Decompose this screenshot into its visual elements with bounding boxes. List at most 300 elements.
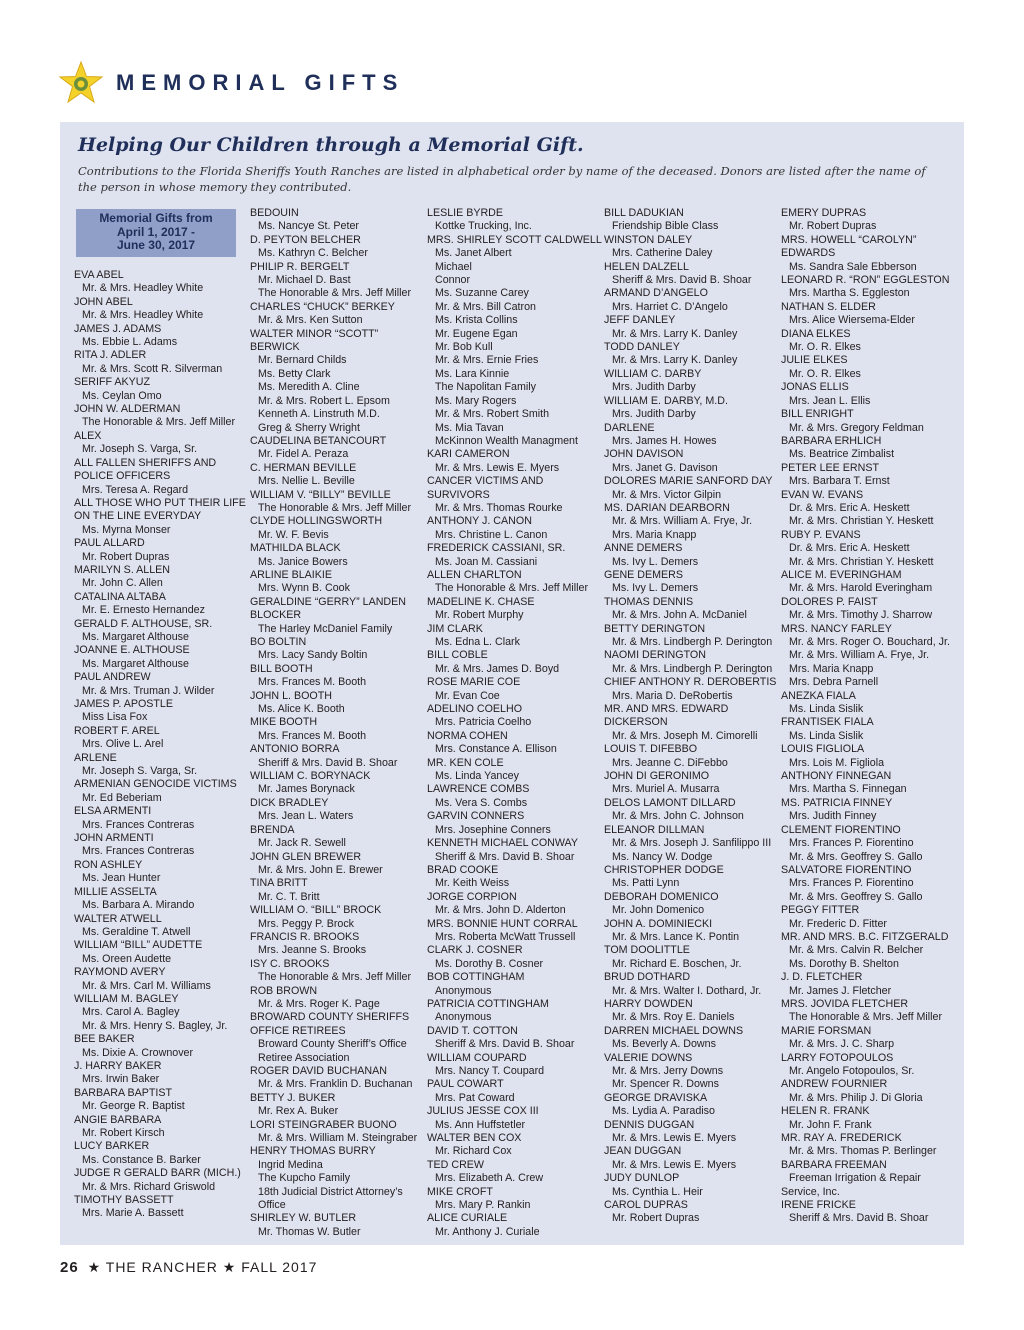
- donor-name: Mr. & Mrs. Lewis E. Myers: [612, 1158, 737, 1171]
- honoree-name: MR. AND MRS. B.C. FITZGERALD: [781, 930, 949, 943]
- honoree-name: C. HERMAN BEVILLE: [250, 461, 357, 474]
- donor-name: Mr. Jack R. Sewell: [258, 837, 346, 850]
- donor-name: Mr. & Mrs. Henry S. Bagley, Jr.: [82, 1019, 228, 1032]
- donor-name: Mr. & Mrs. Headley White: [82, 309, 204, 322]
- honoree-name: JONAS ELLIS: [781, 381, 849, 394]
- memorial-column-4: [604, 207, 776, 1226]
- honoree-name: JOHN DI GERONIMO: [604, 770, 710, 783]
- honoree-name: DOLORES MARIE SANFORD DAY: [604, 475, 773, 488]
- donor-name: Mr. Angelo Fotopoulos, Sr.: [789, 1065, 915, 1077]
- donor-name: Mr. & Mrs. Lewis E. Myers: [612, 1132, 737, 1145]
- memorial-panel: [60, 122, 964, 1245]
- honoree-name: GEORGE DRAVISKA: [604, 1091, 708, 1104]
- donor-name: Mr. & Mrs. Timothy J. Sharrow: [789, 609, 933, 622]
- honoree-name: J. D. FLETCHER: [781, 971, 863, 984]
- honoree-name: PAUL ANDREW: [74, 671, 151, 684]
- donor-name: Mr. Richard E. Boschen, Jr.: [612, 957, 742, 970]
- honoree-name: ALEX: [74, 429, 102, 442]
- honoree-name: MATHILDA BLACK: [250, 542, 341, 555]
- honoree-name: DICK BRADLEY: [250, 796, 329, 809]
- donor-name: Ms. Constance B. Barker: [82, 1153, 201, 1166]
- honoree-name: SERIFF AKYUZ: [74, 376, 151, 389]
- donor-name: Mrs. Muriel A. Musarra: [612, 783, 720, 796]
- donor-name: Mr. & Mrs. Headley White: [82, 282, 204, 295]
- honoree-name: BOB COTTINGHAM: [427, 971, 525, 984]
- honoree-name: WALTER ATWELL: [74, 912, 162, 925]
- honoree-name: WILLIAM “BILL” AUDETTE: [74, 939, 203, 952]
- honoree-name: ROSE MARIE COE: [427, 676, 521, 689]
- donor-name: Mr. & Mrs. Roy E. Daniels: [612, 1011, 735, 1024]
- donor-name: Greg & Sherry Wright: [258, 421, 360, 434]
- donor-name: Mr. Robert Kirsch: [82, 1127, 165, 1139]
- honoree-name: JULIE ELKES: [781, 354, 848, 367]
- donor-name: Dr. & Mrs. Eric A. Heskett: [789, 542, 910, 555]
- honoree-name: KARI CAMERON: [427, 448, 510, 461]
- honoree-name: EVAN W. EVANS: [781, 488, 864, 501]
- donor-name: Mrs. Frances M. Booth: [258, 676, 367, 689]
- donor-name: Mr. George R. Baptist: [82, 1100, 185, 1113]
- donor-name: The Honorable & Mrs. Jeff Miller: [82, 416, 236, 429]
- page-footer: [60, 1259, 317, 1276]
- honoree-name: BRAD COOKE: [427, 863, 499, 876]
- donor-name: Mr. John F. Frank: [789, 1118, 872, 1131]
- donor-name: Ms. Joan M. Cassiani: [435, 555, 538, 568]
- honoree-name: RAYMOND AVERY: [74, 966, 166, 979]
- donor-name: Mr. & Mrs. Richard Griswold: [82, 1180, 216, 1193]
- donor-name: Mrs. Alice Wiersema-Elder: [789, 314, 915, 327]
- donor-name: Mr. & Mrs. Ken Sutton: [258, 314, 363, 327]
- honoree-name: HARRY DOWDEN: [604, 997, 693, 1010]
- donor-name: The Honorable & Mrs. Jeff Miller: [789, 1011, 943, 1024]
- honoree-name: MRS. BONNIE HUNT CORRAL: [427, 917, 578, 930]
- donor-name: Mr. & Mrs. Harold Everingham: [789, 582, 933, 595]
- honoree-name: ISY C. BROOKS: [250, 957, 330, 970]
- donor-name: Mr. Robert Dupras: [612, 1212, 700, 1225]
- honoree-name: NAOMI DERINGTON: [604, 649, 706, 662]
- donor-name: Mr. & Mrs. Lindbergh P. Derington: [612, 662, 773, 675]
- honoree-name: OFFICE RETIREES: [250, 1024, 346, 1037]
- donor-name: Ms. Dixie A. Crownover: [82, 1046, 194, 1059]
- donor-name: Mrs. Mary P. Rankin: [435, 1199, 531, 1212]
- honoree-name: ALICE M. EVERINGHAM: [781, 568, 902, 581]
- page-number: 26: [60, 1259, 79, 1276]
- publication-info: ★ THE RANCHER ★ FALL 2017: [87, 1259, 318, 1275]
- honoree-name: DELOS LAMONT DILLARD: [604, 796, 736, 809]
- honoree-name: NORMA COHEN: [427, 729, 508, 742]
- donor-name: Retiree Association: [258, 1051, 350, 1064]
- donor-name: Mr. & Mrs. Larry K. Danley: [612, 327, 738, 340]
- donor-name: Mrs. Nancy T. Coupard: [435, 1065, 545, 1077]
- honoree-name: BLOCKER: [250, 609, 302, 622]
- memorial-column-5: [781, 207, 950, 1226]
- donor-name: Mr. & Mrs. Robert L. Epsom: [258, 394, 390, 407]
- donor-name: McKinnon Wealth Managment: [435, 434, 578, 447]
- honoree-name: TOM DOOLITTLE: [604, 944, 690, 957]
- honoree-name: LOUIS FIGLIOLA: [781, 743, 865, 756]
- donor-name: 18th Judicial District Attorney’s: [258, 1185, 403, 1198]
- honoree-name: ANNE DEMERS: [604, 542, 683, 555]
- donor-name: Mr. Ed Beberiam: [82, 791, 162, 804]
- donor-name: Mrs. Constance A. Ellison: [435, 743, 557, 756]
- honoree-name: MRS. SHIRLEY SCOTT CALDWELL: [427, 233, 602, 246]
- honoree-name: BARBARA BAPTIST: [74, 1086, 172, 1099]
- honoree-name: MIKE CROFT: [427, 1185, 493, 1198]
- donor-name: Ms. Ceylan Omo: [82, 389, 162, 402]
- donor-name: The Honorable & Mrs. Jeff Miller: [435, 582, 589, 595]
- donor-name: Ms. Kathryn C. Belcher: [258, 247, 368, 260]
- honoree-name: CAROL DUPRAS: [604, 1199, 688, 1212]
- honoree-name: LORI STEINGRABER BUONO: [250, 1118, 397, 1131]
- donor-name: Anonymous: [435, 984, 492, 997]
- donor-name: Mrs. Barbara T. Ernst: [789, 475, 890, 488]
- donor-name: Mr. Evan Coe: [435, 689, 500, 702]
- donor-name: Ms. Patti Lynn: [612, 877, 680, 890]
- honoree-name: WILLIAM O. “BILL” BROCK: [250, 904, 382, 917]
- donor-name: Ms. Mary Rogers: [435, 394, 517, 407]
- donor-name: Mr. John C. Allen: [82, 577, 163, 590]
- honoree-name: CATALINA ALTABA: [74, 590, 166, 603]
- honoree-name: IRENE FRICKE: [781, 1199, 856, 1212]
- honoree-name: BERWICK: [250, 341, 300, 354]
- donor-name: Mr. C. T. Britt: [258, 890, 320, 903]
- donor-name: Mr. Joseph S. Varga, Sr.: [82, 443, 198, 456]
- donor-name: Mr. & Mrs. Geoffrey S. Gallo: [789, 850, 923, 863]
- donor-name: Ms. Lydia A. Paradiso: [612, 1105, 715, 1118]
- honoree-name: JOHN W. ALDERMAN: [74, 403, 181, 416]
- donor-name: Mr. Bernard Childs: [258, 354, 347, 367]
- donor-name: Sheriff & Mrs. David B. Shoar: [435, 1038, 575, 1051]
- donor-name: Mr. & Mrs. Carl M. Williams: [82, 979, 211, 992]
- donor-name: Mrs. Josephine Conners: [435, 823, 551, 836]
- donor-name: Mr. Thomas W. Butler: [258, 1225, 361, 1238]
- donor-name: Mr. Frederic D. Fitter: [789, 917, 887, 930]
- donor-name: Mrs. Pat Coward: [435, 1091, 515, 1104]
- honoree-name: JAMES J. ADAMS: [74, 322, 162, 335]
- honoree-name: DOLORES P. FAIST: [781, 595, 878, 608]
- donor-name: Mr. & Mrs. John D. Alderton: [435, 904, 566, 917]
- donor-name: Mr. & Mrs. Roger K. Page: [258, 997, 380, 1010]
- honoree-name: CAUDELINA BETANCOURT: [250, 434, 387, 447]
- donor-name: Mr. & Mrs. Robert Smith: [435, 408, 550, 421]
- honoree-name: JOHN GLEN BREWER: [250, 850, 362, 863]
- honoree-name: BRUD DOTHARD: [604, 971, 691, 984]
- donor-name: Freeman Irrigation & Repair: [789, 1172, 921, 1185]
- donor-name: Ms. Krista Collins: [435, 314, 518, 327]
- honoree-name: DEBORAH DOMENICO: [604, 890, 719, 903]
- honoree-name: MR. AND MRS. EDWARD: [604, 703, 729, 716]
- page-title: MEMORIAL GIFTS: [116, 70, 405, 95]
- honoree-name: JOHN ABEL: [74, 295, 133, 308]
- honoree-name: ROGER DAVID BUCHANAN: [250, 1065, 387, 1077]
- honoree-name: CHRISTOPHER DODGE: [604, 863, 724, 876]
- date-range-box: [76, 209, 236, 257]
- donor-name: Ms. Ivy L. Demers: [612, 555, 699, 568]
- donor-name: Mr. & Mrs. William A. Frye, Jr.: [612, 515, 753, 528]
- donor-name: Ms. Margaret Althouse: [82, 657, 189, 670]
- honoree-name: BILL COBLE: [427, 649, 488, 662]
- honoree-name: ANGIE BARBARA: [74, 1113, 162, 1126]
- donor-name: Mr. Anthony J. Curiale: [435, 1225, 540, 1238]
- donor-name: Mr. & Mrs. Victor Gilpin: [612, 488, 722, 501]
- honoree-name: BROWARD COUNTY SHERIFFS: [250, 1011, 410, 1024]
- honoree-name: BILL BOOTH: [250, 662, 313, 675]
- donor-name: Mrs. Carol A. Bagley: [82, 1006, 180, 1019]
- honoree-name: ANTHONY J. CANON: [427, 515, 532, 528]
- donor-name: Mrs. Teresa A. Regard: [82, 483, 189, 496]
- honoree-name: ALICE CURIALE: [427, 1212, 508, 1225]
- donor-name: Mrs. Debra Parnell: [789, 676, 879, 689]
- donor-name: Ms. Suzanne Carey: [435, 287, 529, 300]
- honoree-name: MILLIE ASSELTA: [74, 885, 157, 898]
- honoree-name: BO BOLTIN: [250, 636, 307, 648]
- honoree-name: SURVIVORS: [427, 488, 490, 501]
- honoree-name: JOHN A. DOMINIECKI: [604, 917, 713, 930]
- donor-name: Mr. & Mrs. Thomas P. Berlinger: [789, 1145, 937, 1158]
- donor-name: Mrs. Maria D. DeRobertis: [612, 689, 733, 702]
- honoree-name: TODD DANLEY: [604, 341, 680, 354]
- donor-name: Mr. & Mrs. John C. Johnson: [612, 810, 744, 823]
- honoree-name: WALTER BEN COX: [427, 1132, 522, 1145]
- honoree-name: ELSA ARMENTI: [74, 805, 152, 818]
- donor-name: Mr. & Mrs. John A. McDaniel: [612, 609, 747, 622]
- honoree-name: JEFF DANLEY: [604, 314, 676, 327]
- honoree-name: CLARK J. COSNER: [427, 944, 523, 957]
- honoree-name: JOHN DAVISON: [604, 448, 684, 461]
- donor-name: Mrs. Elizabeth A. Crew: [435, 1172, 544, 1185]
- donor-name: Ms. Dorothy B. Cosner: [435, 957, 544, 970]
- honoree-name: RITA J. ADLER: [74, 349, 147, 362]
- honoree-name: DARLENE: [604, 421, 655, 434]
- honoree-name: ALL FALLEN SHERIFFS AND: [74, 456, 217, 469]
- donor-name: Ms. Geraldine T. Atwell: [82, 925, 191, 938]
- donor-name: Mrs. Peggy P. Brock: [258, 917, 355, 930]
- donor-name: Mrs. Roberta McWatt Trussell: [435, 930, 576, 943]
- honoree-name: DIANA ELKES: [781, 327, 851, 340]
- honoree-name: ROB BROWN: [250, 984, 318, 997]
- donor-name: Friendship Bible Class: [612, 220, 719, 233]
- honoree-name: PEGGY FITTER: [781, 904, 860, 917]
- memorial-column-1: [74, 269, 246, 1221]
- memorial-column-2: [250, 207, 417, 1239]
- donor-name: Mr. & Mrs. Christian Y. Heskett: [789, 515, 934, 528]
- donor-name: Mr. Fidel A. Peraza: [258, 448, 349, 461]
- honoree-name: MS. PATRICIA FINNEY: [781, 796, 893, 809]
- donor-name: Ms. Linda Sislik: [789, 729, 864, 742]
- honoree-name: JORGE CORPION: [427, 890, 517, 903]
- donor-name: Mr. & Mrs. Lindbergh P. Derington: [612, 636, 773, 648]
- donor-name: Ms. Jean Hunter: [82, 872, 161, 885]
- date-line: April 1, 2017 -: [116, 224, 196, 239]
- honoree-name: ARMAND D’ANGELO: [604, 287, 708, 300]
- donor-name: Mr. James Borynack: [258, 783, 355, 796]
- donor-name: Mrs. Jeanne C. DiFebbo: [612, 756, 728, 769]
- honoree-name: EVA ABEL: [74, 269, 124, 281]
- honoree-name: ARLENE: [74, 751, 117, 764]
- honoree-name: PETER LEE ERNST: [781, 461, 879, 474]
- donor-name: Ms. Vera S. Combs: [435, 796, 528, 809]
- donor-name: Mr. Robert Dupras: [789, 220, 877, 233]
- honoree-name: RUBY P. EVANS: [781, 528, 861, 541]
- donor-name: Mr. Robert Murphy: [435, 609, 524, 622]
- honoree-name: HENRY THOMAS BURRY: [250, 1145, 376, 1158]
- donor-name: Mrs. Martha S. Eggleston: [789, 287, 910, 300]
- donor-name: Ms. Mia Tavan: [435, 421, 504, 434]
- honoree-name: ALLEN CHARLTON: [427, 568, 522, 581]
- donor-name: Mr. & Mrs. Scott R. Silverman: [82, 362, 223, 375]
- honoree-name: WILLIAM V. “BILLY” BEVILLE: [250, 488, 391, 501]
- donor-name: Ingrid Medina: [258, 1158, 323, 1171]
- donor-name: The Kupcho Family: [258, 1172, 351, 1185]
- donor-name: Ms. Barbara A. Mirando: [82, 899, 195, 912]
- donor-name: Ms. Alice K. Booth: [258, 703, 345, 716]
- donor-name: Ms. Oreen Audette: [82, 952, 172, 965]
- donor-name: Dr. & Mrs. Eric A. Heskett: [789, 501, 910, 514]
- donor-name: Ms. Janice Bowers: [258, 555, 348, 568]
- honoree-name: FREDERICK CASSIANI, SR.: [427, 542, 566, 555]
- honoree-name: DARREN MICHAEL DOWNS: [604, 1024, 744, 1037]
- donor-name: Mrs. Wynn B. Cook: [258, 582, 350, 595]
- donor-name: Mrs. Janet G. Davison: [612, 461, 718, 474]
- honoree-name: BETTY DERINGTON: [604, 622, 706, 635]
- honoree-name: TED CREW: [427, 1158, 484, 1171]
- donor-name: Ms. Lara Kinnie: [435, 367, 510, 380]
- honoree-name: ANDREW FOURNIER: [781, 1078, 888, 1091]
- donor-name: Mrs. Martha S. Finnegan: [789, 783, 907, 796]
- honoree-name: J. HARRY BAKER: [74, 1059, 162, 1072]
- donor-name: The Honorable & Mrs. Jeff Miller: [258, 287, 412, 300]
- honoree-name: PAUL ALLARD: [74, 537, 145, 550]
- panel-title: Helping Our Children through a Memorial Gift.: [78, 134, 584, 156]
- donor-name: Connor: [435, 274, 471, 287]
- honoree-name: PAUL COWART: [427, 1078, 504, 1091]
- memorial-column-3: [427, 207, 602, 1239]
- donor-name: Ms. Edna L. Clark: [435, 636, 520, 648]
- donor-name: Mr. John Domenico: [612, 904, 705, 917]
- donor-name: Mr. & Mrs. Calvin R. Belcher: [789, 944, 924, 957]
- honoree-name: D. PEYTON BELCHER: [250, 233, 361, 246]
- honoree-name: NATHAN S. ELDER: [781, 300, 876, 313]
- honoree-name: SALVATORE FIORENTINO: [781, 863, 912, 876]
- donor-name: Mrs. Maria Knapp: [789, 662, 874, 675]
- donor-name: Kenneth A. Linstruth M.D.: [258, 408, 380, 421]
- donor-name: Mrs. Lacy Sandy Boltin: [258, 649, 368, 662]
- honoree-name: DENNIS DUGGAN: [604, 1118, 695, 1131]
- honoree-name: JEAN DUGGAN: [604, 1145, 682, 1158]
- honoree-name: FRANCIS R. BROOKS: [250, 930, 360, 943]
- donor-name: Mrs. Irwin Baker: [82, 1073, 160, 1086]
- donor-name: Mr. & Mrs. Philip J. Di Gloria: [789, 1091, 923, 1104]
- donor-name: Mr. & Mrs. William A. Frye, Jr.: [789, 649, 930, 662]
- donor-name: Ms. Meredith A. Cline: [258, 381, 360, 394]
- honoree-name: CHIEF ANTHONY R. DEROBERTIS: [604, 676, 777, 689]
- honoree-name: ANTHONY FINNEGAN: [781, 770, 892, 783]
- donor-name: Office: [258, 1199, 286, 1212]
- honoree-name: LOUIS T. DIFEBBO: [604, 743, 698, 756]
- honoree-name: LAWRENCE COMBS: [427, 783, 530, 796]
- honoree-name: MADELINE K. CHASE: [427, 595, 535, 608]
- honoree-name: WILLIAM COUPARD: [427, 1051, 527, 1064]
- donor-name: Mr. & Mrs. Bill Catron: [435, 300, 536, 313]
- honoree-name: MS. DARIAN DEARBORN: [604, 501, 730, 514]
- honoree-name: GERALDINE “GERRY” LANDEN: [250, 595, 406, 608]
- donor-name: Ms. Nancy W. Dodge: [612, 850, 713, 863]
- donor-name: Mr. Keith Weiss: [435, 877, 510, 890]
- donor-name: Michael: [435, 260, 472, 273]
- donor-name: Mrs. Frances Contreras: [82, 845, 195, 858]
- honoree-name: SHIRLEY W. BUTLER: [250, 1212, 357, 1225]
- donor-name: Mr. Michael D. Bast: [258, 274, 351, 287]
- honoree-name: ADELINO COELHO: [427, 703, 523, 716]
- donor-name: The Honorable & Mrs. Jeff Miller: [258, 501, 412, 514]
- donor-name: Miss Lisa Fox: [82, 711, 148, 724]
- donor-name: Anonymous: [435, 1011, 492, 1024]
- honoree-name: CANCER VICTIMS AND: [427, 475, 544, 488]
- donor-name: Mr. & Mrs. William M. Steingraber: [258, 1132, 418, 1145]
- honoree-name: MRS. JOVIDA FLETCHER: [781, 997, 909, 1010]
- sheriff-star-icon: [58, 60, 104, 106]
- donor-name: Mr. James J. Fletcher: [789, 984, 892, 997]
- honoree-name: BILL DADUKIAN: [604, 207, 684, 219]
- donor-name: Mr. & Mrs. Larry K. Danley: [612, 354, 738, 367]
- donor-name: Mr. & Mrs. John E. Brewer: [258, 863, 383, 876]
- honoree-name: POLICE OFFICERS: [74, 470, 171, 483]
- donor-name: Ms. Linda Sislik: [789, 703, 864, 716]
- donor-name: Mr. & Mrs. Walter I. Dothard, Jr.: [612, 984, 762, 997]
- donor-name: Ms. Ann Huffstetler: [435, 1118, 526, 1131]
- donor-name: The Harley McDaniel Family: [258, 622, 393, 635]
- honoree-name: LUCY BARKER: [74, 1140, 150, 1153]
- honoree-name: EDWARDS: [781, 247, 836, 260]
- honoree-name: WILLIAM C. DARBY: [604, 367, 702, 380]
- honoree-name: BARBARA FREEMAN: [781, 1158, 887, 1171]
- donor-name: Sheriff & Mrs. David B. Shoar: [789, 1212, 929, 1225]
- honoree-name: GERALD F. ALTHOUSE, SR.: [74, 617, 213, 630]
- donor-name: Mrs. Maria Knapp: [612, 528, 697, 541]
- donor-name: Mrs. James H. Howes: [612, 434, 717, 447]
- donor-name: Mr. & Mrs. Christian Y. Heskett: [789, 555, 934, 568]
- honoree-name: GARVIN CONNERS: [427, 810, 525, 823]
- honoree-name: CHARLES “CHUCK” BERKEY: [250, 300, 395, 313]
- donor-name: Mr. Eugene Egan: [435, 327, 518, 340]
- honoree-name: LEONARD R. “RON” EGGLESTON: [781, 274, 950, 287]
- honoree-name: JAMES P. APOSTLE: [74, 698, 173, 710]
- honoree-name: DAVID T. COTTON: [427, 1024, 518, 1037]
- donor-name: Mr. Bob Kull: [435, 341, 493, 354]
- panel-intro: Contributions to the Florida Sheriffs Youth Ranches are listed in alphabetical order by name of the deceased. Donors are listed after the name of the person in whose memory they contributed.: [78, 164, 926, 194]
- honoree-name: ANTONIO BORRA: [250, 743, 340, 756]
- donor-name: The Napolitan Family: [435, 381, 536, 394]
- honoree-name: LESLIE BYRDE: [427, 207, 504, 219]
- donor-name: Mrs. Marie A. Bassett: [82, 1207, 184, 1220]
- donor-name: Mr. Spencer R. Downs: [612, 1078, 719, 1091]
- donor-name: Mr. Rex A. Buker: [258, 1105, 339, 1118]
- honoree-name: WALTER MINOR “SCOTT”: [250, 327, 379, 340]
- donor-name: The Honorable & Mrs. Jeff Miller: [258, 971, 412, 984]
- donor-name: Mr. & Mrs. Gregory Feldman: [789, 421, 924, 434]
- donor-name: Ms. Dorothy B. Shelton: [789, 957, 899, 970]
- honoree-name: WINSTON DALEY: [604, 233, 693, 246]
- honoree-name: LARRY FOTOPOULOS: [781, 1051, 894, 1064]
- donor-name: Mr. & Mrs. Joseph M. Cimorelli: [612, 729, 758, 742]
- donor-name: Mrs. Frances Contreras: [82, 818, 195, 831]
- donor-name: Ms. Nancye St. Peter: [258, 220, 359, 233]
- donor-name: Mrs. Frances M. Booth: [258, 729, 367, 742]
- honoree-name: CLYDE HOLLINGSWORTH: [250, 515, 383, 528]
- donor-name: Ms. Ebbie L. Adams: [82, 336, 178, 349]
- donor-name: Ms. Janet Albert: [435, 247, 512, 260]
- date-line: June 30, 2017: [116, 238, 196, 252]
- donor-name: Ms. Beatrice Zimbalist: [789, 448, 895, 461]
